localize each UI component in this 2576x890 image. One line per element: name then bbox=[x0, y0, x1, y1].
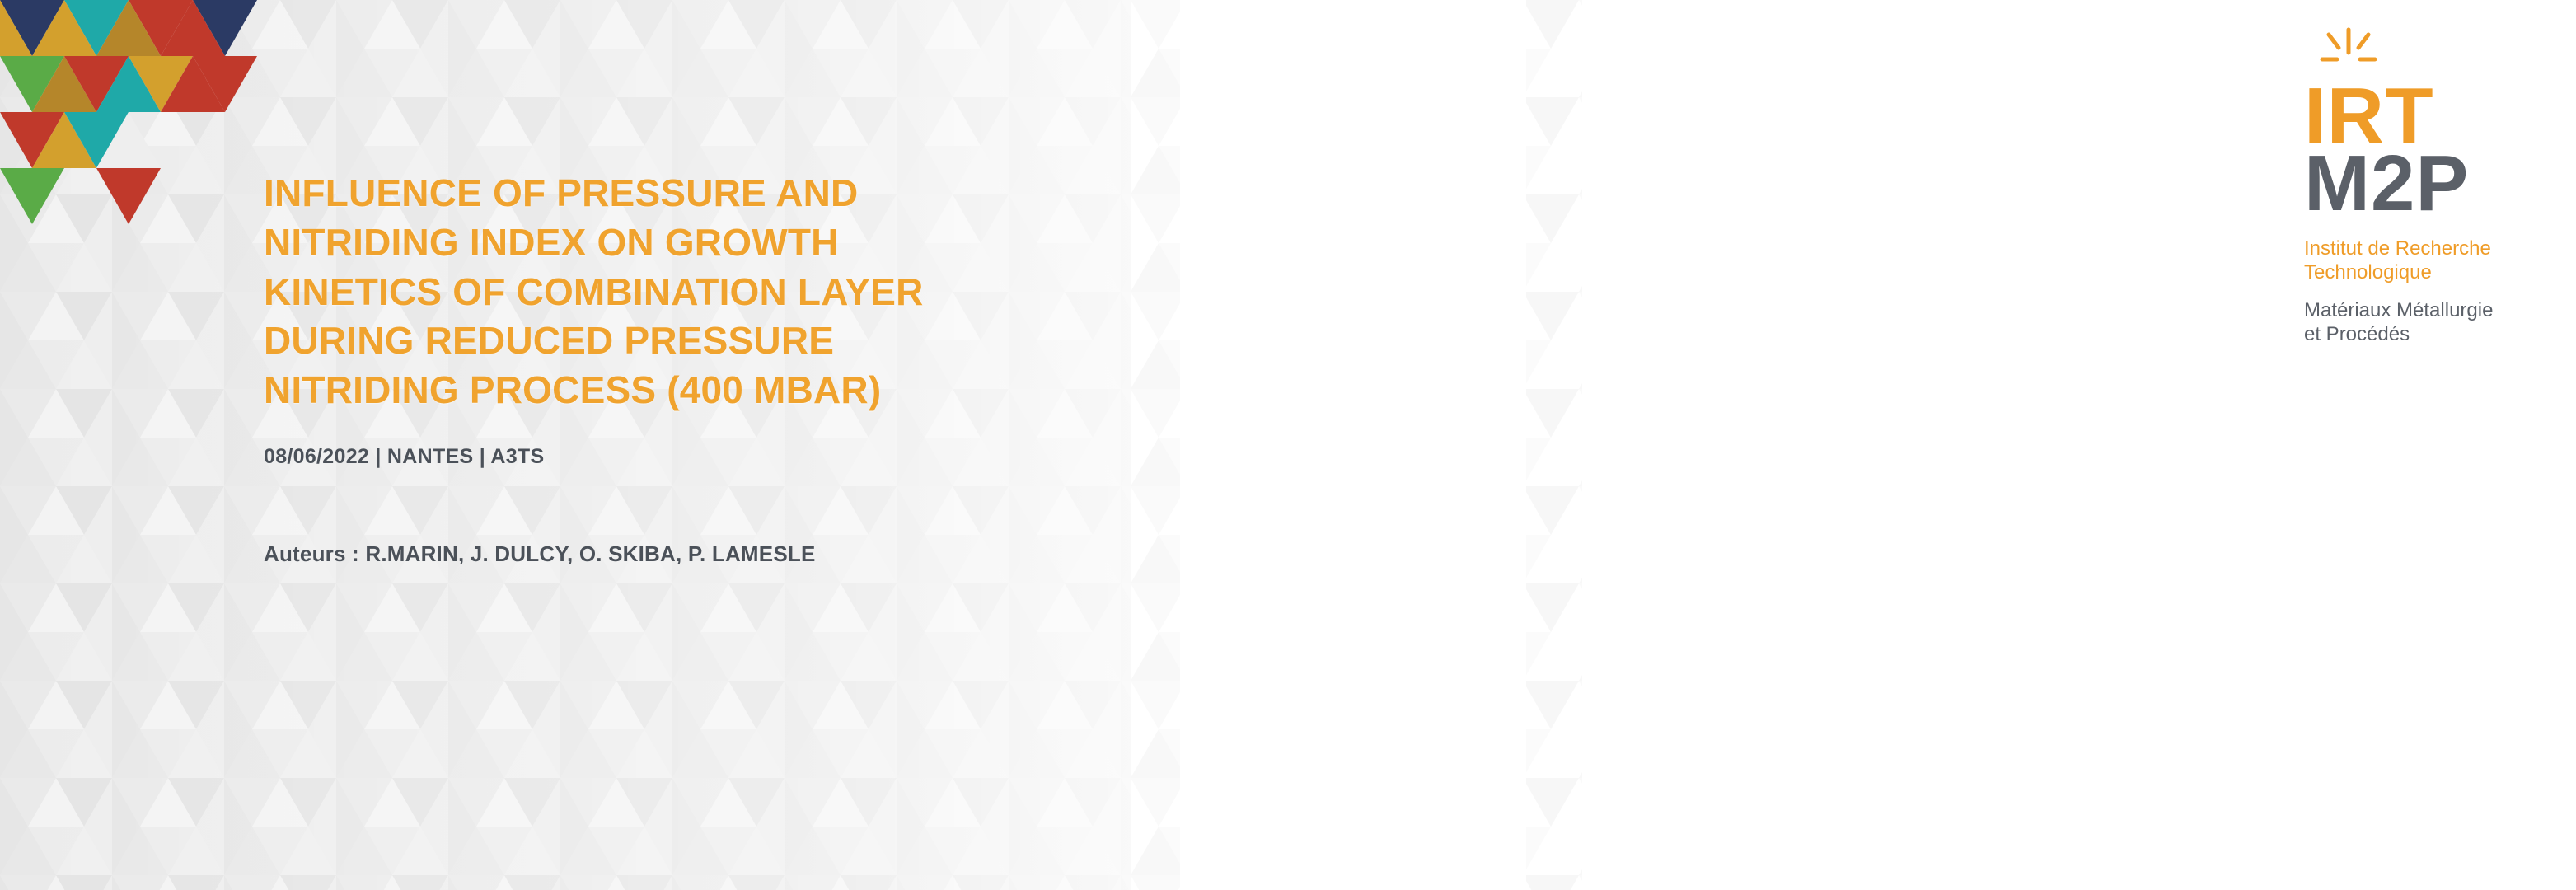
slide-title-line-5: NITRIDING PROCESS (400 MBAR) bbox=[264, 368, 882, 412]
logo-subtitle-institute-line-1: Institut de Recherche bbox=[2304, 237, 2491, 260]
logo-subtitle-institute bbox=[2304, 237, 2576, 285]
logo-subtitle-domain-line-2: et Procédés bbox=[2304, 322, 2410, 345]
logo-subtitle-domain-line-1: Matériaux Métallurgie bbox=[2304, 298, 2494, 321]
right-triangle-texture bbox=[1131, 0, 1582, 890]
slide-title-line-3: KINETICS OF COMBINATION LAYER bbox=[264, 269, 924, 313]
logo-subtitle-institute-line-2: Technologique bbox=[2304, 261, 2432, 284]
spark-icon bbox=[2309, 25, 2391, 84]
right-background-panel bbox=[1131, 0, 2494, 890]
slide-title bbox=[264, 169, 1071, 415]
logo-text-irt: IRT bbox=[2304, 72, 2434, 160]
logo-text-m2p: M2P bbox=[2304, 138, 2470, 227]
slide-meta: 08/06/2022 | NANTES | A3TS bbox=[264, 444, 545, 468]
title-block bbox=[264, 169, 1071, 567]
logo-subtitle-domain bbox=[2304, 298, 2576, 347]
slide-title-line-1: INFLUENCE OF PRESSURE AND bbox=[264, 171, 859, 214]
slide-authors: Auteurs : R.MARIN, J. DULCY, O. SKIBA, P. LAMESLE bbox=[264, 541, 816, 566]
slide-title-line-2: NITRIDING INDEX ON GROWTH bbox=[264, 220, 839, 264]
left-background-panel bbox=[0, 0, 1131, 890]
slide-title-line-4: DURING REDUCED PRESSURE bbox=[264, 319, 835, 363]
irt-m2p-logo bbox=[2304, 25, 2576, 346]
